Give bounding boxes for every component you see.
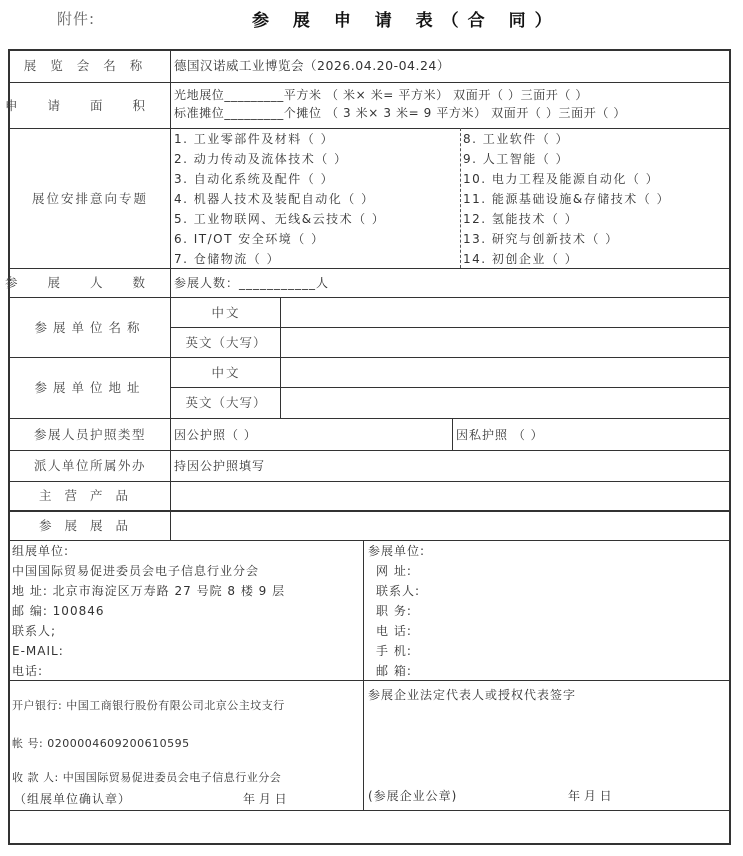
topic-option[interactable]: 12. 氢能技术（ ） [463, 212, 579, 226]
exhibitor-heading: 参展单位: [368, 544, 426, 558]
exhibitor-contact-field[interactable]: 联系人: [376, 584, 421, 598]
topic-option[interactable]: 13. 研究与创新技术（ ） [463, 232, 619, 246]
bank-name: 开户银行: 中国工商银行股份有限公司北京公主坟支行 [12, 699, 285, 712]
passport-official-option[interactable]: 因公护照（ ） [174, 428, 257, 442]
attachment-label: 附件: [57, 10, 96, 28]
column-divider [452, 418, 453, 450]
column-divider [460, 128, 461, 268]
attendees-value[interactable]: 参展人数：___________人 [174, 276, 330, 290]
topic-option[interactable]: 9. 人工智能（ ） [463, 152, 570, 166]
topic-option[interactable]: 4. 机器人技术及装配自动化（ ） [174, 192, 375, 206]
organizer-seal-date: 年 月 日 [243, 792, 287, 806]
topic-option[interactable]: 6. IT/OT 安全环境（ ） [174, 232, 325, 246]
topic-option[interactable]: 11. 能源基础设施&存储技术（ ） [463, 192, 671, 206]
topics-left-list [174, 129, 385, 269]
topic-option[interactable]: 1. 工业零部件及材料（ ） [174, 132, 335, 146]
exhibits-label: 参展展品 [38, 517, 141, 533]
topic-option[interactable]: 5. 工业物联网、无线&云技术（ ） [174, 212, 386, 226]
bank-account: 帐 号: 0200004609200610595 [12, 737, 190, 750]
organizer-postcode: 邮 编: 100846 [12, 604, 105, 618]
exhibits-input[interactable] [174, 518, 724, 534]
passport-private-option[interactable]: 因私护照 （ ） [456, 428, 544, 442]
topic-option[interactable]: 7. 仓储物流（ ） [174, 252, 281, 266]
exhibitor-seal-date: 年 月 日 [568, 789, 612, 803]
column-divider [363, 540, 364, 810]
foreign-affairs-label: 派人单位所属外办 [33, 458, 146, 473]
organizer-name: 中国国际贸易促进委员会电子信息行业分会 [12, 564, 260, 578]
exhibitor-mobile-field[interactable]: 手 机: [376, 644, 412, 658]
row-divider [8, 810, 729, 811]
topic-option[interactable]: 3. 自动化系统及配件（ ） [174, 172, 335, 186]
area-standard-booth-line[interactable]: 标准摊位_________个摊位 （ 3 米× 3 米= 9 平方米） 双面开（ ）三面开（ ） [174, 106, 626, 120]
organizer-contact: 联系人; [12, 624, 57, 638]
exhibitor-block [368, 541, 425, 681]
exhibition-name-value[interactable]: 德国汉诺威工业博览会（2026.04.20-04.24） [174, 58, 450, 73]
exhibitor-seal-label: (参展企业公章) [368, 789, 458, 803]
topic-option[interactable]: 14. 初创企业（ ） [463, 252, 579, 266]
topics-label: 展位安排意向专题 [31, 190, 148, 206]
form-title: 参 展 申 请 表（合 同） [252, 11, 561, 31]
organizer-address: 地 址: 北京市海淀区万寿路 27 号院 8 楼 9 层 [12, 584, 286, 598]
topics-right-list [463, 129, 670, 269]
company-name-label: 参展单位名称 [34, 319, 146, 335]
topic-option[interactable]: 10. 电力工程及能源自动化（ ） [463, 172, 660, 186]
organizer-heading: 组展单位: [12, 544, 70, 558]
company-name-en-label: 英文（大写） [185, 334, 267, 350]
main-products-input[interactable] [174, 488, 724, 504]
column-divider [170, 49, 171, 540]
organizer-seal-label: （组展单位确认章） [14, 792, 132, 806]
passport-type-label: 参展人员护照类型 [33, 426, 146, 442]
organizer-block [12, 541, 285, 681]
topic-option[interactable]: 2. 动力传动及流体技术（ ） [174, 152, 348, 166]
company-address-cn-input[interactable] [284, 365, 724, 381]
main-products-label: 主营产品 [38, 488, 141, 503]
company-address-label: 参展单位地址 [34, 380, 146, 395]
bank-payee: 收 款 人: 中国国际贸易促进委员会电子信息行业分会 [12, 771, 282, 784]
company-name-cn-label: 中文 [211, 304, 241, 320]
exhibitor-website-field[interactable]: 网 址: [376, 564, 412, 578]
area-label: 申请面积 [5, 97, 176, 113]
organizer-phone: 电话: [12, 664, 44, 678]
area-raw-space-line[interactable]: 光地展位_________平方米 （ 米× 米= 平方米） 双面开（ ）三面开（ ） [174, 88, 589, 102]
exhibitor-position-field[interactable]: 职 务: [376, 604, 412, 618]
company-name-cn-input[interactable] [284, 305, 724, 321]
exhibitor-phone-field[interactable]: 电 话: [376, 624, 412, 638]
company-address-en-label: 英文（大写） [185, 395, 267, 410]
column-divider [280, 297, 281, 418]
foreign-affairs-value[interactable]: 持因公护照填写 [174, 459, 266, 473]
exhibition-name-label: 展览会名称 [23, 58, 157, 73]
exhibitor-email-field[interactable]: 邮 箱: [376, 664, 412, 678]
organizer-email: E-MAIL: [12, 644, 64, 658]
topic-option[interactable]: 8. 工业软件（ ） [463, 132, 570, 146]
company-address-cn-label: 中文 [211, 364, 241, 380]
company-address-en-input[interactable] [284, 395, 724, 411]
signature-label: 参展企业法定代表人或授权代表签字 [368, 688, 577, 702]
attendees-label: 参展人数 [5, 275, 176, 290]
company-name-en-input[interactable] [284, 335, 724, 351]
